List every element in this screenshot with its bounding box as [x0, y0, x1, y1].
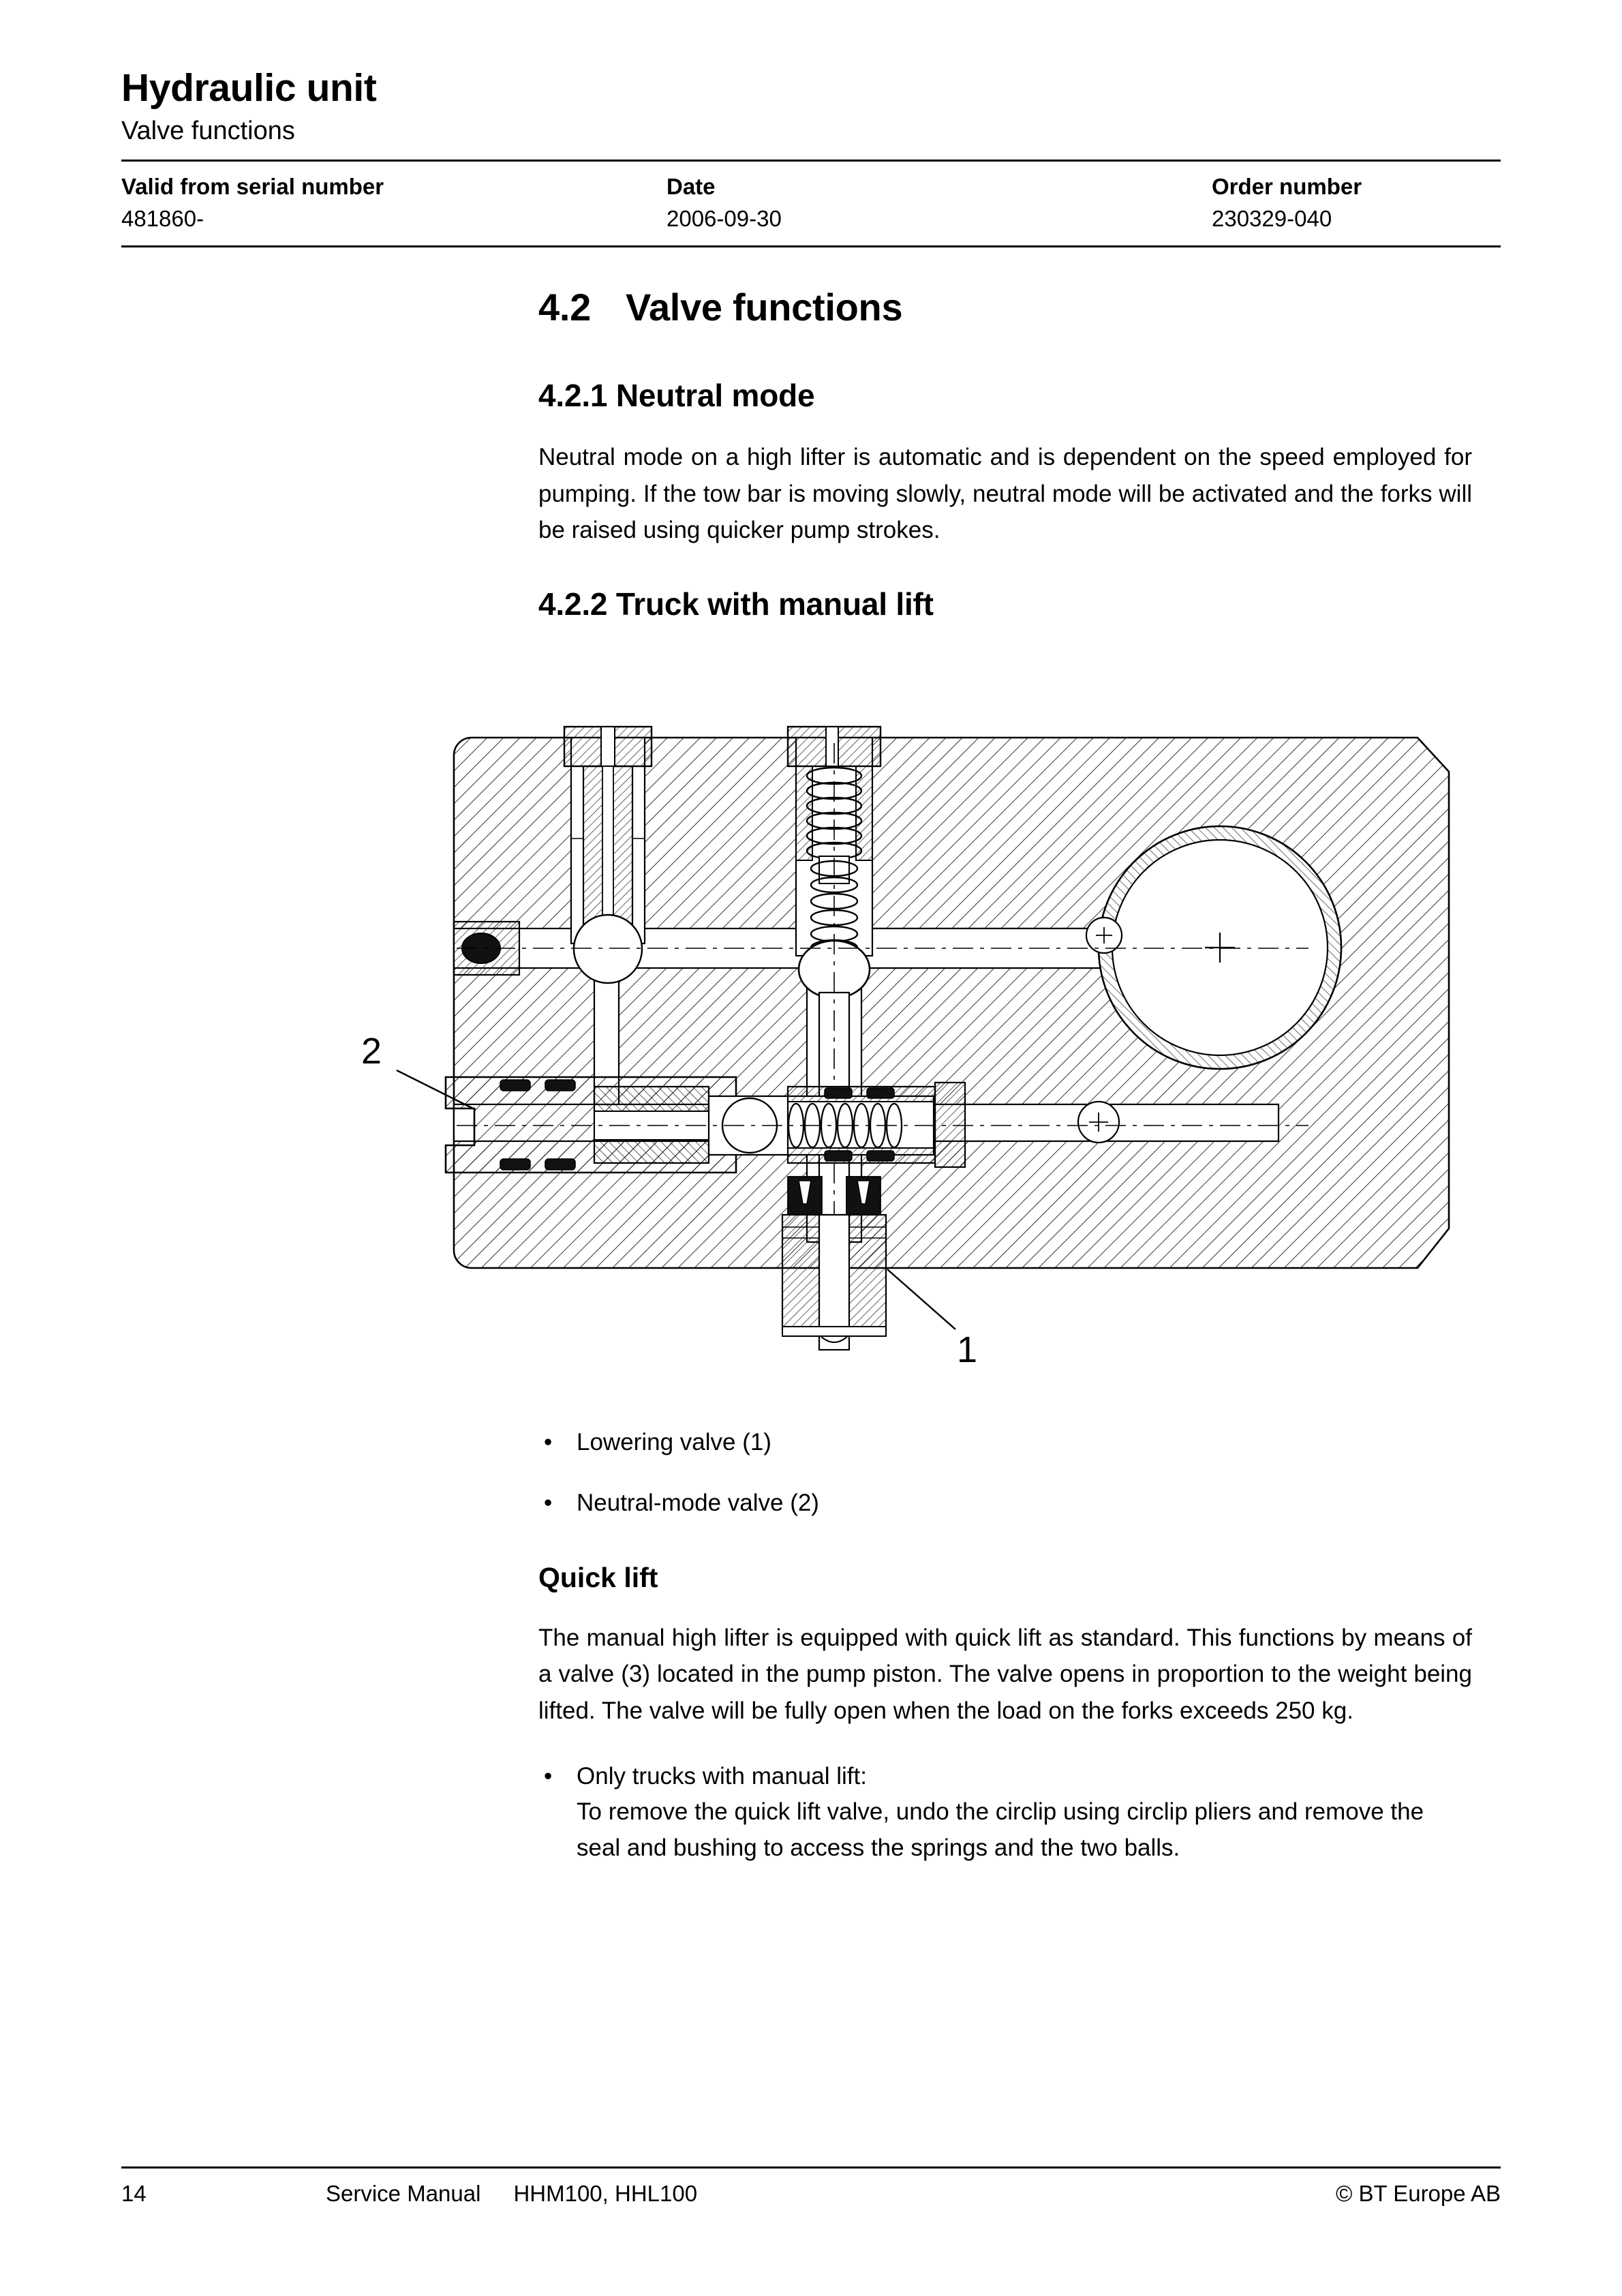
instruction-body: To remove the quick lift valve, undo the circlip using circlip pliers and remove the seal and bushing to access the springs and the two balls. [577, 1798, 1424, 1861]
callout-1-label: 1 [957, 1329, 978, 1370]
meta-serial-label: Valid from serial number [121, 173, 384, 199]
list-item [538, 1759, 1472, 1867]
list-item-label: Lowering valve (1) [577, 1429, 771, 1455]
callout-2-label: 2 [361, 1031, 382, 1072]
meta-order-label: Order number [1212, 173, 1362, 199]
meta-serial-value: 481860- [121, 205, 204, 231]
footer-center [326, 2179, 1336, 2209]
meta-order-value: 230329-040 [1212, 205, 1332, 231]
footer-row [121, 2179, 1501, 2209]
list-item [538, 1485, 1472, 1522]
quick-lift-instruction-list [538, 1759, 1472, 1867]
callout-1 [887, 1269, 977, 1370]
section-heading-4-2 [538, 286, 1472, 329]
main-content [538, 286, 1472, 622]
valve-cross-section-drawing [354, 723, 1472, 1377]
section-title: Valve functions [626, 286, 903, 329]
instruction-title: Only trucks with manual lift: [577, 1762, 867, 1789]
document-subtitle: Valve functions [121, 116, 295, 145]
bullet-marker: • [544, 1762, 553, 1789]
figure-valve-cross-section [354, 723, 1472, 1377]
list-item [538, 1425, 1472, 1461]
section-number: 4.2 [538, 286, 591, 329]
footer-models: HHM100, HHL100 [513, 2181, 698, 2206]
valve-item-list [538, 1425, 1472, 1521]
footer-divider [121, 2166, 1501, 2169]
footer-copyright: © BT Europe AB [1335, 2181, 1501, 2206]
page-footer [121, 2166, 1501, 2209]
paragraph-neutral-mode: Neutral mode on a high lifter is automatic and is dependent on the speed employed for pumping. If the tow bar is moving slowly, neutral mode will be activated and the forks will be raised using quicker pump strokes. [538, 444, 1472, 543]
meta-value-row [121, 203, 1501, 235]
callout-1-leader [887, 1269, 955, 1329]
meta-date-value: 2006-09-30 [667, 205, 782, 231]
header-meta-table [121, 171, 1501, 235]
page-number: 14 [121, 2181, 147, 2206]
header-divider-top [121, 160, 1501, 162]
meta-header-row [121, 171, 1501, 203]
paragraph-quick-lift: The manual high lifter is equipped with quick lift as standard. This functions by means of a valve (3) located in the pump piston. The valve opens in proportion to the weight being lifted. The valve will be fully open when the load on the forks exceeds 250 kg. [538, 1625, 1472, 1724]
header-divider-bottom [121, 245, 1501, 247]
list-item-label: Neutral-mode valve (2) [577, 1489, 819, 1516]
heading-quick-lift: Quick lift [538, 1562, 658, 1593]
section-heading-4-2-2: 4.2.2 Truck with manual lift [538, 586, 934, 622]
section-heading-4-2-1: 4.2.1 Neutral mode [538, 377, 815, 413]
bullet-marker: • [544, 1429, 553, 1455]
post-figure-content [538, 1425, 1472, 1866]
footer-manual-label: Service Manual [326, 2181, 481, 2206]
document-title: Hydraulic unit [121, 66, 377, 110]
bullet-marker: • [544, 1489, 553, 1516]
page-header [121, 68, 1501, 247]
meta-date-label: Date [667, 173, 716, 199]
